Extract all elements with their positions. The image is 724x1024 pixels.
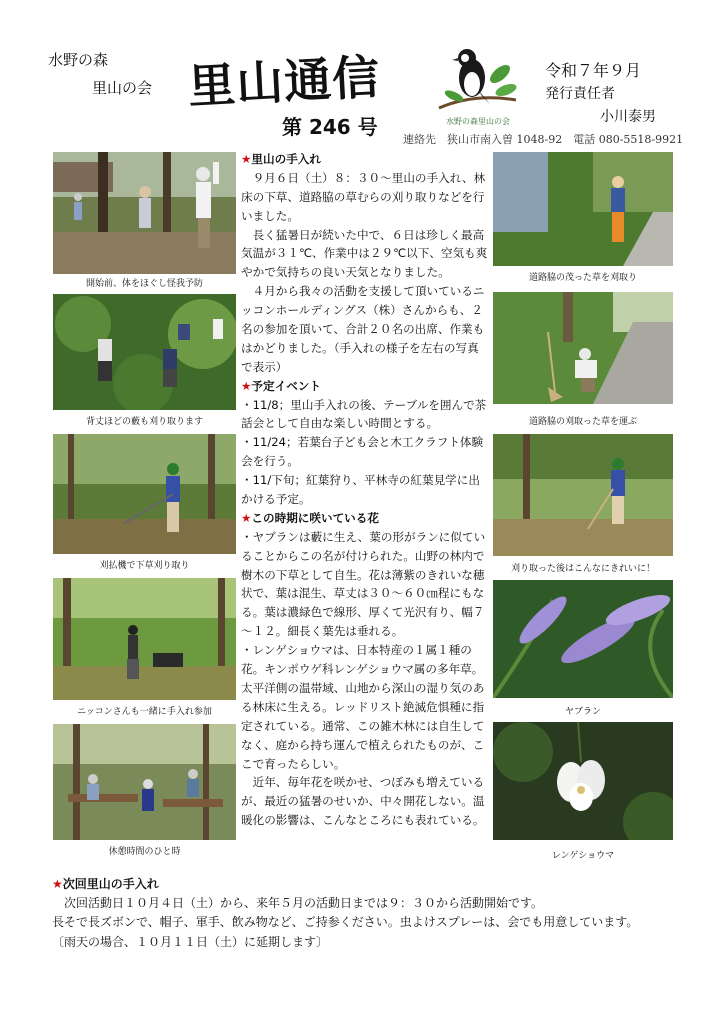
photo-carrying-grass (493, 292, 673, 404)
notice-line: 次回活動日１０月４日（土）から、来年５月の活動日までは９：３０から活動開始です。 (64, 896, 544, 911)
caption-photo-4: ニッコンさんも一緒に手入れ参加 (77, 707, 212, 717)
section-heading-next: ★次回里山の手入れ (52, 877, 159, 891)
section-heading-events: ★予定イベント (241, 378, 321, 393)
bird-logo-icon (434, 38, 520, 118)
photo-brush-cutter (53, 434, 236, 554)
star-icon: ★ (241, 510, 252, 525)
paragraph: ９月６日（土）８：３０～里山の手入れ、林床の下草、道路脇の草むらの刈り取りなどを行いました。 (241, 170, 486, 223)
event-item: ・11/下旬；紅葉狩り、平林寺の紅葉見学に出かける予定。 (241, 473, 480, 507)
caption-photo-9: ヤブラン (564, 707, 601, 717)
notice-line: 長そで長ズボンで、帽子、軍手、飲み物など、ご持参ください。虫よけスプレーは、会でも用意しています。 (52, 915, 639, 930)
contact-info: 連絡先 狭山市南入曽 1048-92 電話 080-5518-9921 (403, 133, 684, 146)
org-name-line2: 里山の会 (92, 79, 153, 97)
event-item: ・11/8；里山手入れの後、テーブルを囲んで茶話会として自由な楽しい時間とする。 (241, 397, 487, 431)
section-heading-maintenance: ★里山の手入れ (241, 152, 321, 166)
star-icon: ★ (241, 152, 252, 166)
photo-break-time (53, 724, 236, 840)
paragraph: ４月から我々の活動を支援して頂いているニッコンホールディングス（株）さんからも、２名の参加を頂いて、合計２０名の出席、作業もはかどりました。（手入れの様子を左右の写真で表示） (241, 284, 485, 374)
caption-photo-2: 背丈ほどの藪も刈り取ります (85, 417, 203, 427)
issue-number: 第 246 号 (282, 115, 378, 139)
caption-photo-8: 刈り取った後はこんなにきれいに！ (510, 564, 655, 574)
photo-yaburan-flower (493, 580, 673, 698)
caption-photo-3: 刈払機で下草刈り取り (99, 561, 190, 571)
photo-rengeshouma-flower (493, 722, 673, 840)
publisher-name: 小川泰男 (600, 109, 656, 125)
notice-line: 〔雨天の場合、１０月１１日（土）に延期します〕 (52, 934, 329, 949)
photo-stretching (53, 152, 236, 274)
caption-photo-1: 開始前、体をほぐし怪我予防 (85, 279, 203, 289)
paragraph: ・ヤブランは藪に生え、葉の形がランに似ていることからこの名が付けられた。山野の林内で樹木の下草として自生。花は薄紫のきれいな穂状で、葉は混生、草丈は３０～６０㎝程にもなる。葉は濃緑色で線形、厚くて光沢有り、幅７～１２。細長く葉先は垂れる。 (241, 529, 486, 639)
paragraph: 長く猛暑日が続いた中で、６日は珍しく最高気温が３１℃、作業中は２９℃以下、空気も爽やかで気持ちの良い天気となりました。 (241, 227, 488, 280)
paragraph: 近年、毎年花を咲かせ、つぼみも増えているが、最近の猛暑のせいか、中々開花しない。温暖化の影響は、こんなところにも表れている。 (241, 775, 485, 828)
paragraph: ・レンゲショウマは、日本特産の１属１種の花。キンポウゲ科レンゲショウマ属の多年草。太平洋側の温帯域、山地から深山の湿り気のある林床に生える。レッドリスト絶滅危惧種に指定されている。通常、この雑木林には自生してなく、庭から持ち運んで植えられたものが、ここで育ったらしい。 (241, 643, 485, 771)
event-item: ・11/24；若葉台子ども会と木工クラフト体験会を行う。 (241, 435, 484, 469)
star-icon: ★ (52, 877, 63, 891)
publisher-label: 発行責任者 (545, 86, 615, 102)
issue-date: 令和７年９月 (545, 61, 642, 80)
photo-nikkon-members (53, 578, 236, 700)
star-icon: ★ (241, 378, 252, 393)
caption-photo-6: 道路脇の茂った草を刈取り (528, 273, 637, 283)
photo-roadside-mowing (493, 152, 673, 266)
photo-after-cleaning (493, 434, 673, 556)
article-column (241, 150, 490, 830)
caption-photo-7: 道路脇の刈取った草を運ぶ (528, 417, 637, 427)
org-name-line1: 水野の森 (48, 51, 109, 69)
caption-photo-10: レンゲショウマ (551, 851, 615, 861)
newsletter-title: 里山通信 (186, 50, 382, 115)
photo-cutting-bushes (53, 294, 236, 410)
section-heading-flowers: ★この時期に咲いている花 (241, 510, 379, 525)
next-activity-notice (52, 875, 692, 952)
logo-caption: 水野の森里山の会 (446, 117, 510, 126)
caption-photo-5: 休憩時間のひと時 (108, 847, 181, 857)
